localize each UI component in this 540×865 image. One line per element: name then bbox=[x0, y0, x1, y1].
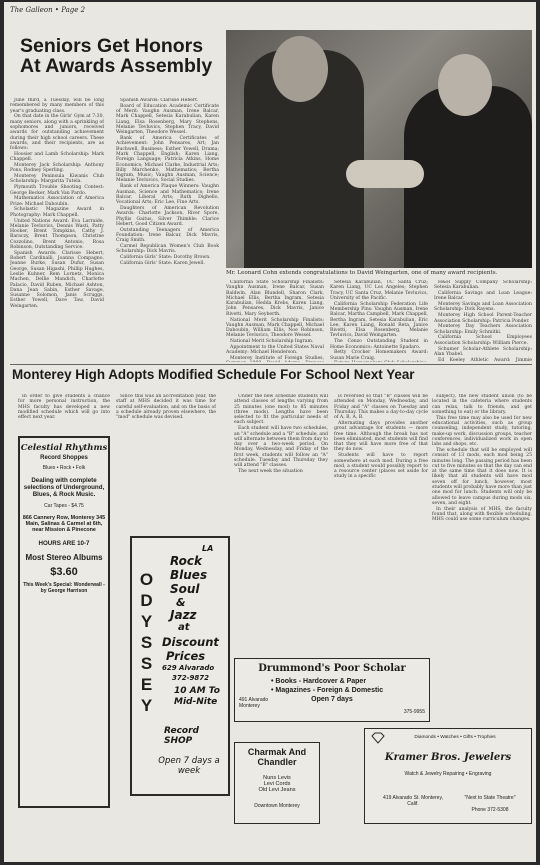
paragraph: On that date in the Girls' Gym at 7:30, many seniors, along with a sprinkling of sophomores and juniors, received awards for outstanding achievement during their high school careers. These awards, and their recipients, are as follows: bbox=[10, 114, 104, 152]
schedule-column-5 bbox=[432, 394, 532, 724]
photo-head-right bbox=[438, 54, 492, 116]
paragraph bbox=[330, 361, 428, 362]
ad-celestial-rhythms bbox=[18, 436, 110, 808]
paragraph: Under the new schedule students will attend classes of lengths varying from 25 minutes (one mod) to 85 minutes (three mods). Lengths have been selected to fit the particular needs of each subject. bbox=[234, 394, 328, 426]
paragraph: This free time may also be used for new educational activities, such as group counseling, independent study, tutoring, make-up work, discussion groups, teacher conferences, individualized work in open labs and shops, etc. bbox=[432, 415, 532, 448]
paragraph: Bank of America Plaque Winners: Vaughn Ausman, Science and Mathematics; Irene Balcar, Liberal Arts; Ruth Dighello, Vocational Arts; Eric Lee, Fine Arts. bbox=[116, 184, 219, 206]
awards-column-4 bbox=[330, 280, 428, 362]
ad-odyssey-blues: Blues bbox=[170, 568, 208, 582]
paragraph: Board of Education Academic Certificate of Merit: Vaughn Ausman, Irene Balcar, Mark Chappell, Setesia Karabulian, Karen Liang, Elsa Rosenberg, Mary Stephens, Melanie Tevluvics, Stephen Tracy, David Weingarten, Theodore Wessel. bbox=[116, 103, 219, 136]
ad-kramer-name: Kramer Bros. Jewelers bbox=[384, 752, 512, 763]
paragraph: California State Scholarship Finalists: Vaughn Ausman, Irene Balcar, Susan Baldwin, Alan Blundell, Sharon Clark, Michael Ellis, Bertha Ingram, Setesia Karabulian, Hedda Krebs, Karen Liang, John Pensares, Dick Mavris, Janice Rivetti, Mary Seyberth. bbox=[226, 280, 324, 317]
paragraph: The Cenzo Outstanding Student in Home Economics: Antoinette Spadaro. bbox=[330, 339, 428, 350]
page-header: The Galleon • Page 2 bbox=[10, 6, 86, 14]
schedule-column-3 bbox=[234, 394, 328, 654]
ad-charmak-chandler bbox=[234, 742, 320, 824]
ad-odyssey-hours: 10 AM To Mid-Nite bbox=[174, 686, 220, 707]
paragraph: Monterey Day Teachers Association Scholarship: Emily Schmitki. bbox=[434, 324, 532, 335]
ad-kramer-services: Watch & Jewelry Repairing • Engraving bbox=[404, 771, 492, 777]
ad-odyssey-discount: Discount bbox=[162, 635, 219, 649]
paragraph: California School Employees Association Scholarship: William Pierce. bbox=[434, 335, 532, 346]
awards-column-5 bbox=[434, 280, 532, 362]
ad-kramer-address: 419 Alvarado St. Monterey, Calif. bbox=[383, 795, 443, 807]
ad-drummonds-phone: 375-9955 bbox=[403, 709, 425, 715]
paragraph: Betty Crocker Homemakers Award: Susan Marie Craig. bbox=[330, 350, 428, 361]
ad-charmak-line3: Old Levi Jeans bbox=[258, 787, 296, 793]
ad-drummonds-hours: Open 7 days bbox=[311, 696, 353, 703]
ad-hours: HOURS ARE 10-7 bbox=[38, 539, 90, 547]
paragraph: H&H Supply Company Scholarship: Setesia Karabulian. bbox=[434, 280, 532, 291]
paragraph: Spanish Awards: Clarisse Hebert, Robert Cardinalli, Joanna Compagno, Jeanne Burke, Susan Dufur, Susan George, Susan Higashi, Phillip Hughes, Leslie Kuhner, Rem Lornetz, Monica Machen, Dellie Mandich, Charlotte Palacio, David Ruben, Michael Ashton, Dana Jean Sabin, Esther Savage, Susanne Solomon, Janis Scruggs, Esther Yowell, Dave Taw, David Weingarten. bbox=[10, 250, 104, 309]
paragraph: Schumer Scholar-Athlete Scholarship: Alan Ybabel. bbox=[434, 346, 532, 357]
paragraph: Plymouth Trouble Shooting Contest: George Becker, Mark Van Pardo. bbox=[10, 185, 104, 196]
schedule-column-4 bbox=[334, 394, 428, 654]
paragraph: Mathematics Association of America Prize: Michael Daboubin. bbox=[10, 196, 104, 207]
paragraph: Spanish Awards: Clarisse Hebert. bbox=[120, 98, 199, 103]
paragraph: Each student will have two schedules, an "A" schedule and a "B" schedule, and will alternate between them from day to day over a two-week period. On Monday, Wednesday, and Friday of the first week, students will follow an "A" schedule. Tuesday and Thursday they will attend "B" classes. bbox=[234, 426, 328, 469]
ad-drummonds-books: • Books - Hardcover & Paper bbox=[271, 678, 367, 685]
ad-kramer-bros bbox=[364, 728, 532, 824]
paragraph: California Savings and Loan League: Irene Balcar. bbox=[434, 291, 532, 302]
ad-kramer-phone: Phone 372-5308 bbox=[471, 807, 509, 813]
ad-description: Dealing with complete selections of Underground, Blues, & Rock Music. bbox=[23, 477, 105, 499]
paragraph: California Girls' State: Dorothy Brown. bbox=[120, 255, 211, 261]
ad-charmak-line1: Nuns Levis bbox=[263, 775, 291, 781]
ad-week-special: This Week's Special: Wonderwall - by George Harrison bbox=[23, 582, 105, 595]
paragraph: Students will have to report somewhere at each mod. During a free mod, a student would possibly report to a resource center (places set aside for study in a specific bbox=[334, 453, 428, 480]
paragraph: The schedule that will be employed will consist of 13 mods, each mod being 25 minutes long. The passing period has been cut to five minutes so that the day can end at the same time that it does now. It is likely that all students will have mod seven off for lunch, however, most students will probably have more than just one mod for lunch. Students will only be allowed to leave campus during mods six, seven, and eight. bbox=[432, 447, 532, 506]
ad-odyssey bbox=[130, 536, 230, 796]
article-headline-awards: Seniors Get Honors At Awards Assembly bbox=[20, 35, 213, 78]
ad-odyssey-phone: 372-9872 bbox=[172, 674, 209, 682]
paragraph: Setesia Karabulian, UC Santa Cruz; Karen Liang, UC Los Angeles; Stephen Tracy, UC Santa Cruz, Melanie Tevluvics, University of the Pacific. bbox=[330, 280, 428, 301]
ad-odyssey-rock: Rock bbox=[170, 554, 202, 568]
diamond-icon bbox=[371, 732, 385, 744]
awards-column-1 bbox=[10, 98, 104, 362]
photo-head-left bbox=[272, 36, 328, 102]
paragraph: Monterey Institute of Foreign Studies, bbox=[230, 356, 324, 362]
ad-drummonds-title: Drummond's Poor Scholar bbox=[258, 663, 406, 674]
ad-kramer-next: "Next to State Theatre" bbox=[464, 795, 516, 801]
paragraph: Daughters of American Revolution Awards: Charlotte Jackson, River Spore, Phyllis Gaitus, Silver Thimble: Clarice Hebert, Good Citizen Award. bbox=[116, 205, 219, 227]
paragraph: is reversed so that "B" classes will be attended on Monday, Wednesday, and Friday and "A" classes on Tuesday and Thursday. This makes a day-to-day cycle of A, B, A, B. bbox=[334, 394, 428, 421]
ad-kramer-top: Diamonds • Watches • Gifts • Trophies bbox=[414, 735, 496, 740]
schedule-column-2 bbox=[116, 394, 216, 434]
ad-odyssey-amp: & bbox=[176, 596, 186, 609]
paragraph: United Nations Award: Eva Larraide, Melanie Tevluvics, Dennis Wasti, Patty Hooker, Brent Tompkins, Cathy J. Baraczy, Brent Thompson, Christine Cozzolino, Brent Antonio, Rosa Robinson, Outstanding Service. bbox=[10, 218, 104, 251]
paragraph: Alternating days provides another great advantage for students — more free time. Although the break has not been eliminated, most students will find that they will have more free of that they do now. bbox=[334, 420, 428, 453]
awards-column-3 bbox=[226, 280, 324, 362]
awards-column-2 bbox=[116, 98, 219, 362]
ad-charmak-line2: Levi Cords bbox=[263, 781, 291, 787]
schedule-column-1 bbox=[18, 394, 110, 434]
ad-odyssey-open: Open 7 days a week bbox=[158, 756, 220, 776]
ad-odyssey-soul: Soul bbox=[170, 582, 200, 596]
ad-odyssey-vertical: ODYSSEY bbox=[137, 570, 156, 717]
ad-odyssey-jazz: Jazz bbox=[170, 608, 197, 622]
paragraph: Monterey High School Parent-Teacher Association Scholarship: Patricia Ponder. bbox=[434, 313, 532, 324]
ad-odyssey-la: LA bbox=[202, 544, 214, 553]
paragraph: Appointment to the United States Naval Academy: Michael Henderson. bbox=[226, 345, 324, 356]
ad-odyssey-shop: Record SHOP bbox=[164, 726, 199, 746]
section-divider bbox=[10, 364, 532, 365]
paragraph: In their analysis of MHS, the faculty found that, along with flexible scheduling, MHS could use some curriculum changes. bbox=[432, 506, 532, 523]
ad-subtitle: Record Shoppes bbox=[40, 455, 88, 461]
paragraph: In order to give students a chance for more personal instruction, the MHS faculty has developed a new modified schedule which will go into effect next year. bbox=[18, 394, 110, 421]
paragraph: Outstanding Teenagers of America Foundation: Irene Balcar, Dick Mavris, Craig Smith. bbox=[116, 227, 219, 244]
paragraph: National Merit Scholarship Finalists: Vaughn Ausman, Mark Chappell, Michael Daboubin, William Ellis, Noe Robinson, Melanie Tevluvics, Theodore Wessel. bbox=[226, 317, 324, 339]
paragraph: California Girls' State: Karen Jewell. bbox=[120, 260, 205, 266]
ad-drummonds-address: 491 Alvarado Monterey bbox=[239, 697, 269, 709]
ad-tapes: Car Tapes - $4.75 bbox=[44, 502, 84, 509]
ad-address: 866 Cannery Row, Monterey 345 Main, Salinas & Carmel at 6th, near Mission & Pinecone bbox=[22, 514, 106, 534]
paragraph: Since this was an accreditation year, the staff at MHS decided it was time for careful self-evaluation, and on the basis of a schedule already proven elsewhere, the "mod" schedule was devised. bbox=[116, 394, 216, 421]
ad-most: Most Stereo Albums bbox=[25, 553, 103, 563]
paragraph: Bank of America Certificates of Achievement: John Pensares, Art; Jan Buchwell, Business; Esther Yowell, Drama; Mark Chappell, English; Karen Liang, Foreign Language; Patricia Atkins, Home Economics; Michael Clarke, Industrial Arts; Billy Marchenko, Mathematics; Bertha Ingram, Music; Vaughn Ausman, Science; Melanie Tevluvics, Social Studies. bbox=[116, 136, 219, 184]
paragraph: Carmel Republican Women's Club Book Scholarship: Dick Mavris. bbox=[116, 244, 219, 255]
ad-charmak-location: Downtown Monterey bbox=[254, 803, 300, 809]
paragraph: Monterey Jack Scholarship: Anthony Pons, Rodney Sperling. bbox=[10, 163, 104, 174]
paragraph: The next week the situation bbox=[238, 469, 303, 475]
ad-drummonds bbox=[234, 658, 430, 722]
paragraph: National Merit Scholarship Ingram. bbox=[230, 339, 314, 345]
award-photo bbox=[226, 30, 532, 268]
article-headline-schedule: Monterey High Adopts Modified Schedule For School Next Year bbox=[12, 367, 415, 382]
ad-price: $3.60 bbox=[50, 566, 78, 579]
ad-odyssey-prices: Prices bbox=[166, 649, 206, 663]
paragraph: Ed Keeley Athletic Award: Jimmie bbox=[438, 357, 532, 362]
ad-drummonds-magazines: • Magazines - Foreign & Domestic bbox=[271, 687, 384, 694]
photo-handshake bbox=[346, 160, 424, 188]
newspaper-page bbox=[4, 2, 536, 862]
ad-odyssey-address: 629 Alvarado bbox=[162, 664, 215, 672]
ad-charmak-title: Charmak And Chandler bbox=[247, 747, 307, 767]
paragraph: Hoosier and Lamb Scholarship: Mark Chappell. bbox=[10, 151, 104, 163]
ad-tags: Blues • Rock • Folk bbox=[42, 465, 86, 471]
ad-title: Celestial Rhythms bbox=[20, 443, 108, 453]
paragraph: subject), the new student union (to be located in the cafeteria where students can relax, talk to friends, and get something to eat) or the library. bbox=[432, 394, 532, 415]
paragraph: Scholastic Magazine Award in Photography: Mark Chappell. bbox=[10, 207, 104, 218]
ad-odyssey-at: at bbox=[178, 622, 190, 633]
photo-caption: Mr. Leonard Cohn extends congratulations to David Weingarten, one of many award recipients. bbox=[226, 270, 498, 276]
paragraph: June third, a Tuesday, will be long remembered by many members of this year's graduating class. bbox=[10, 98, 104, 114]
paragraph: California Scholarship Federation Life Membership Pins: Vaughn Ausman, Irene Balcar, Martha Campbell, Mark Chappell, Bertha Ingram, Setesia Karabulian, Eric Lee, Karen Liang, Ronald Reta, Janice Rivetti, Elsa Rosenberg, Melanie Tevluvics, David Weingarten. bbox=[330, 301, 428, 339]
paragraph: Monterey Savings and Loan Association Scholarship: Dick Rayens. bbox=[434, 302, 532, 313]
paragraph: Monterey Peninsula Kiwanis Club Scholarship: Margarita Tutela. bbox=[10, 174, 104, 185]
